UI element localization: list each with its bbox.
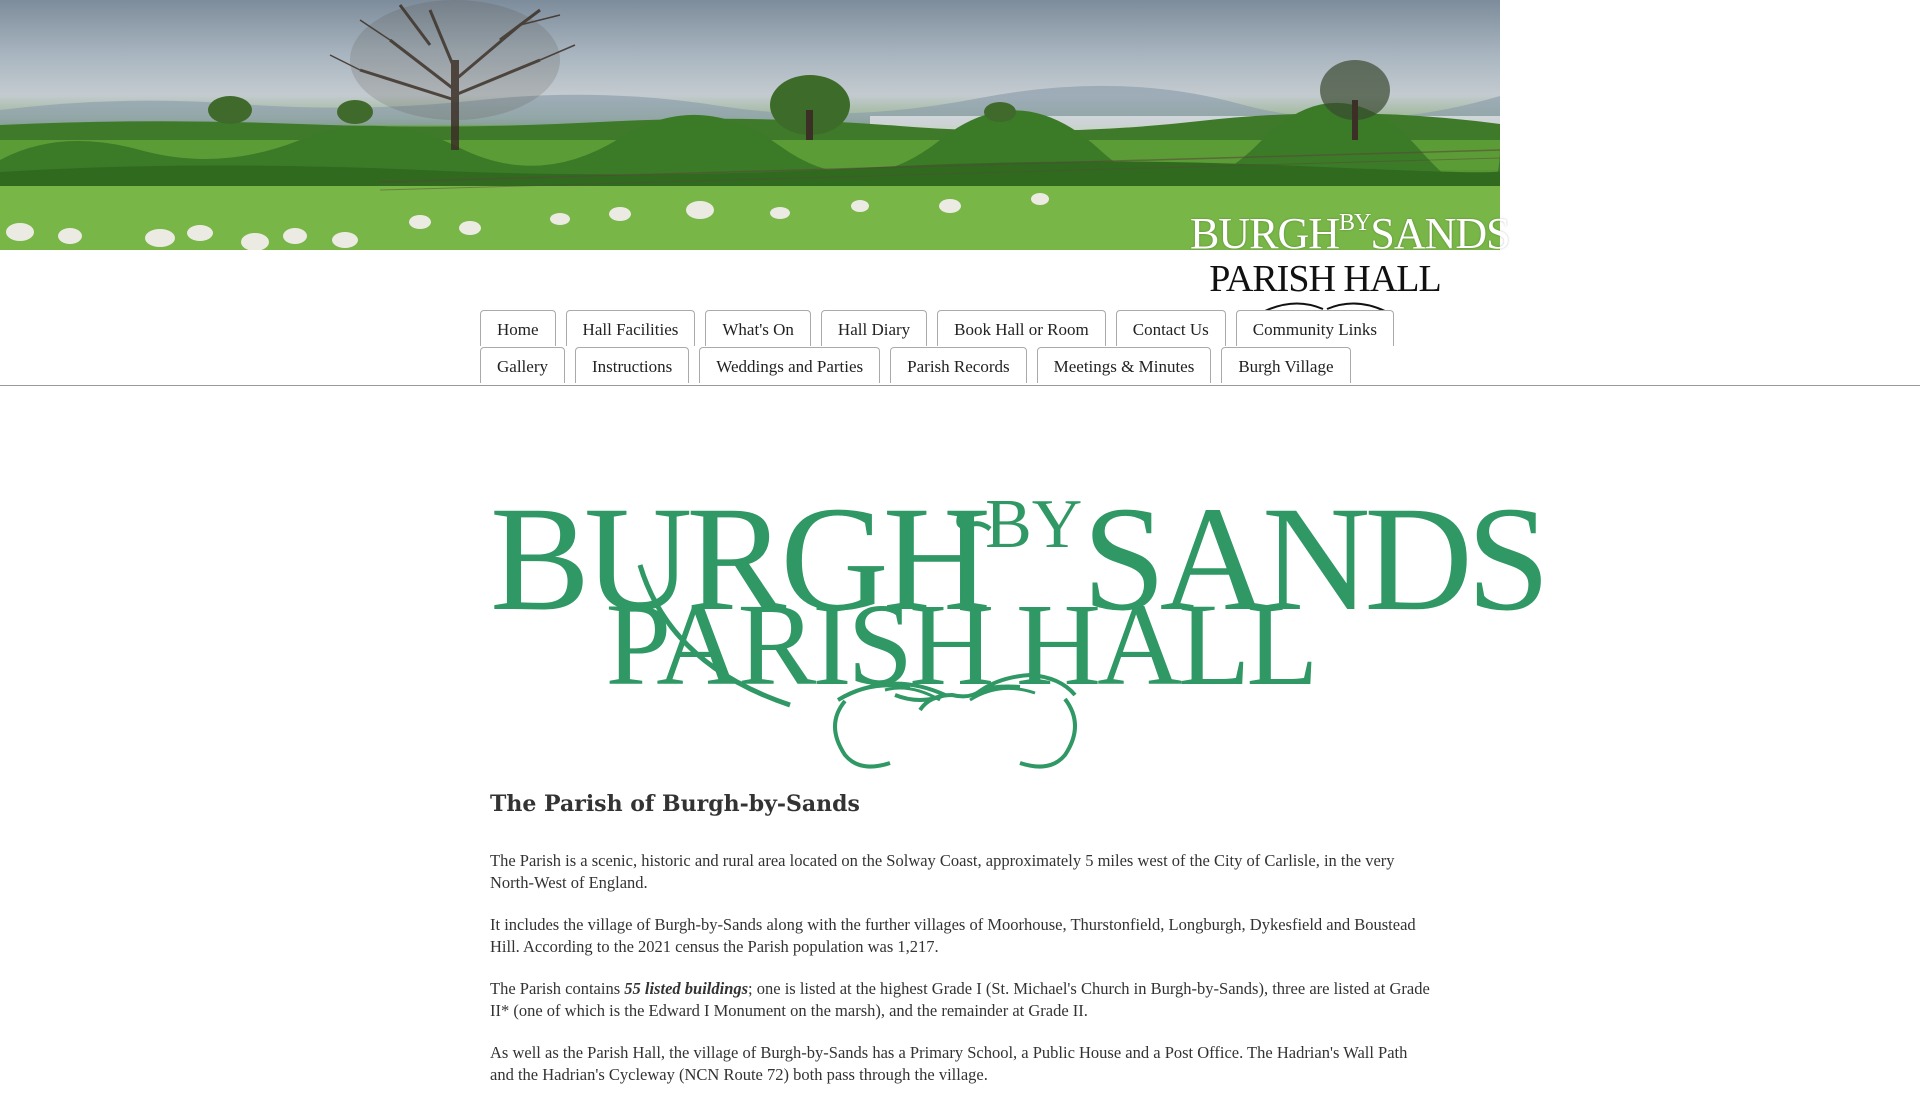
listed-buildings-emphasis: 55 listed buildings xyxy=(624,979,749,998)
nav-tab-instructions[interactable]: Instructions xyxy=(575,347,689,383)
nav-row-2 xyxy=(480,347,1351,383)
nav-tab-hall-diary[interactable]: Hall Diary xyxy=(821,310,927,346)
nav-tab-book-hall[interactable]: Book Hall or Room xyxy=(937,310,1106,346)
header-logo[interactable] xyxy=(1190,200,1510,315)
main-logo-line2: PARISH HALL xyxy=(605,579,1315,710)
page-heading: The Parish of Burgh-by-Sands xyxy=(490,791,860,817)
nav-tab-gallery[interactable]: Gallery xyxy=(480,347,565,383)
main-logo-flourish-icon xyxy=(490,455,1545,775)
nav-tab-weddings-parties[interactable]: Weddings and Parties xyxy=(699,347,880,383)
main-logo xyxy=(490,455,1545,775)
main-content xyxy=(490,786,1435,1106)
nav-tab-parish-records[interactable]: Parish Records xyxy=(890,347,1026,383)
header-logo-line2: PARISH HALL xyxy=(1209,258,1441,300)
nav-tab-meetings-minutes[interactable]: Meetings & Minutes xyxy=(1037,347,1212,383)
paragraph-listed-buildings: The Parish contains 55 listed buildings; one is listed at the highest Grade I (St. Michael's Church in Burgh-by-Sands), three are listed at Grade II* (one of which is the Edward I Monument on the marsh), and the remainder at Grade II. xyxy=(490,979,1430,1020)
main-logo-line1: $BURGH^{BY}SANDS$ xyxy=(490,476,1545,642)
nav-tab-burgh-village[interactable]: Burgh Village xyxy=(1221,347,1350,383)
header-logo-line1: $BURGH^{BY}SANDS$ xyxy=(1190,209,1510,258)
paragraph-intro: The Parish is a scenic, historic and rural area located on the Solway Coast, approximately 5 miles west of the City of Carlisle, in the very North-West of England. xyxy=(490,851,1395,892)
paragraph-amenities: As well as the Parish Hall, the village of Burgh-by-Sands has a Primary School, a Public House and a Post Office. The Hadrian's Wall Path and the Hadrian's Cycleway (NCN Route 72) both pass through the village. xyxy=(490,1043,1408,1084)
nav-tab-whats-on[interactable]: What's On xyxy=(705,310,811,346)
nav-tab-hall-facilities[interactable]: Hall Facilities xyxy=(566,310,696,346)
nav-tab-contact-us[interactable]: Contact Us xyxy=(1116,310,1226,346)
nav-tab-home[interactable]: Home xyxy=(480,310,556,346)
main-navigation xyxy=(0,309,1920,386)
nav-row-1 xyxy=(480,310,1394,346)
nav-tab-community-links[interactable]: Community Links xyxy=(1236,310,1394,346)
paragraph-villages: It includes the village of Burgh-by-Sands along with the further villages of Moorhouse, Thurstonfield, Longburgh, Dykesfield and Boustead Hill. According to the 2021 census the Parish population was 1,217. xyxy=(490,915,1416,956)
